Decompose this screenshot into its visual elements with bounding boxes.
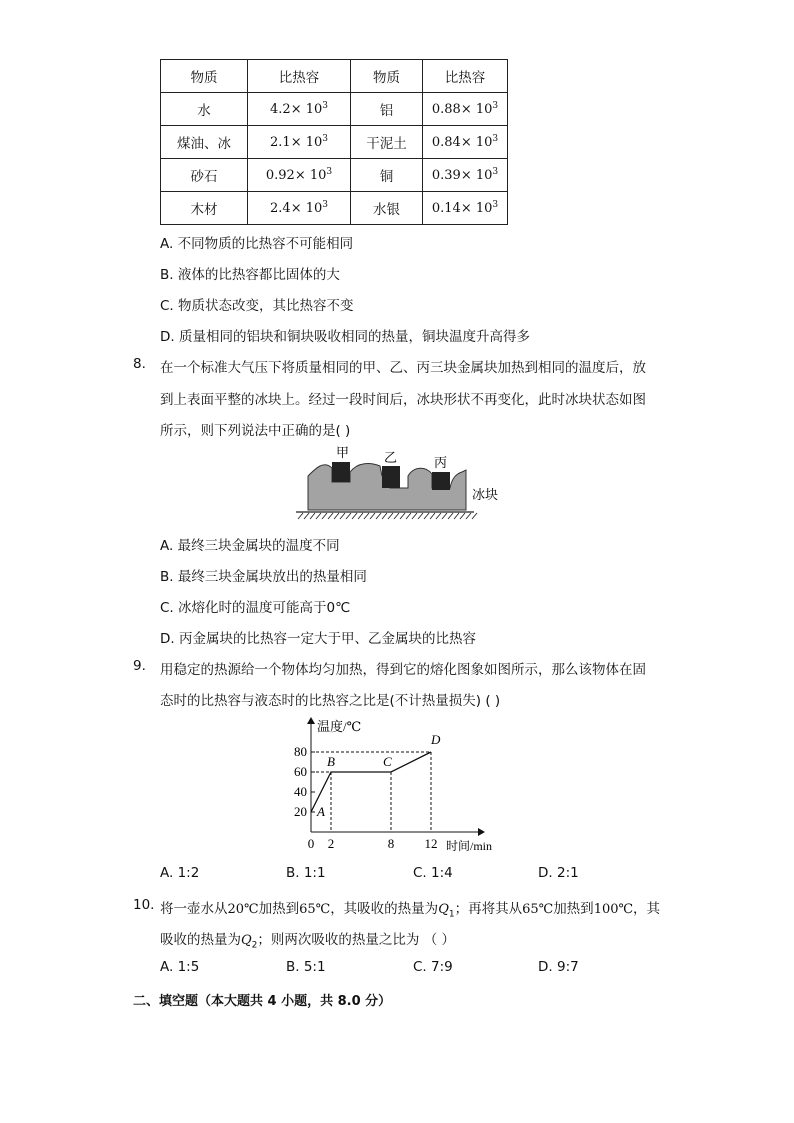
times-ten: × 10	[290, 135, 323, 150]
times-ten: × 10	[460, 102, 493, 117]
exponent: 3	[326, 167, 333, 177]
q9-option-c: C. 1:4	[413, 865, 453, 881]
q10-symbol-q: Q	[438, 902, 449, 917]
hatch-mark	[304, 513, 309, 519]
exponent: 3	[492, 101, 499, 111]
exponent: 3	[322, 134, 328, 144]
hatch-mark	[394, 513, 399, 519]
hatch-mark	[328, 513, 333, 519]
y-tick-label: 20	[294, 804, 307, 819]
hatch-mark	[340, 513, 345, 519]
x-tick-label: 12	[424, 836, 438, 851]
x-axis-label: 时间/min	[446, 839, 493, 853]
specific-heat-value	[248, 192, 351, 225]
sci-number	[432, 102, 498, 117]
q10-temp-65: 65℃	[299, 902, 331, 917]
hatch-mark	[418, 513, 423, 519]
hatch-mark	[346, 513, 351, 519]
sci-number	[432, 135, 498, 150]
hatch-mark	[442, 513, 447, 519]
q8-option-d: D. 丙金属块的比热容一定大于甲、乙金属块的比热容	[160, 631, 476, 647]
q10-stem-line-2	[160, 928, 455, 951]
hatch-mark	[406, 513, 411, 519]
mantissa: 2.1	[270, 135, 291, 150]
point-label-d: D	[431, 732, 441, 747]
times-ten: × 10	[460, 135, 493, 150]
y-tick-label: 60	[294, 764, 307, 779]
times-ten: × 10	[290, 102, 323, 117]
q9-stem-line-2: 态时的比热容与液态时的比热容之比是(不计热量损失) ( )	[160, 693, 501, 709]
mantissa: 0.84	[431, 135, 461, 150]
table-row	[161, 159, 508, 192]
exponent: 3	[492, 200, 499, 210]
q10-text: ，其	[633, 901, 661, 917]
ice-label: 冰块	[472, 487, 499, 502]
q8-stem-line-1: 在一个标准大气压下将质量相同的甲、乙、丙三块金属块加热到相同的温度后，放	[160, 360, 646, 376]
sci-number	[270, 135, 328, 150]
sci-number	[270, 102, 328, 117]
q7-option-a: A. 不同物质的比热容不可能相同	[160, 236, 354, 252]
q8-option-a: A. 最终三块金属块的温度不同	[160, 538, 340, 554]
times-ten: × 10	[294, 168, 327, 183]
hatch-mark	[388, 513, 393, 519]
times-ten: × 10	[460, 201, 493, 216]
hatch-mark	[400, 513, 405, 519]
table-header-cell: 比热容	[423, 60, 508, 93]
hatch-mark	[472, 513, 477, 519]
q10-text: 加热到	[258, 901, 300, 917]
mantissa: 0.14	[431, 201, 461, 216]
y-tick-label: 40	[294, 784, 307, 799]
q10-text: 将一壶水从	[160, 901, 228, 917]
exponent: 3	[322, 200, 328, 210]
sci-number	[432, 168, 498, 183]
specific-heat-value	[423, 93, 508, 126]
hatch-mark	[430, 513, 435, 519]
q7-option-c: C. 物质状态改变，其比热容不变	[160, 298, 354, 314]
section-2-heading: 二、填空题（本大题共 4 小题，共 8.0 分）	[133, 994, 392, 1009]
q10-stem-line-1	[160, 897, 660, 920]
hatch-mark	[460, 513, 465, 519]
q10-option-b: B. 5:1	[286, 959, 326, 975]
specific-heat-table	[160, 59, 508, 225]
table-row	[161, 192, 508, 225]
table-header-cell: 物质	[161, 60, 248, 93]
hatch-mark	[298, 513, 303, 519]
hatch-mark	[334, 513, 339, 519]
exponent: 3	[492, 134, 499, 144]
specific-heat-value	[248, 159, 351, 192]
q9-stem-line-1: 用稳定的热源给一个物体均匀加热，得到它的熔化图象如图所示，那么该物体在固	[160, 662, 646, 678]
hatch-mark	[424, 513, 429, 519]
times-ten: × 10	[290, 201, 323, 216]
x-tick-label: 0	[307, 836, 315, 851]
q9-option-b: B. 1:1	[286, 865, 326, 881]
table-header-row	[161, 60, 508, 93]
hatch-mark	[382, 513, 387, 519]
point-label-a: A	[317, 804, 325, 819]
melting-chart	[286, 712, 506, 857]
hatch-mark	[376, 513, 381, 519]
mantissa: 0.92	[265, 168, 295, 183]
q10-text: 吸收的热量为	[160, 932, 241, 948]
substance-name: 水	[161, 93, 248, 126]
point-label-b: B	[327, 754, 335, 769]
substance-name: 砂石	[161, 159, 248, 192]
hatch-mark	[352, 513, 357, 519]
y-axis-label: 温度/℃	[317, 719, 362, 734]
block-jia-label: 甲	[336, 445, 350, 460]
q7-option-b: B. 液体的比热容都比固体的大	[160, 267, 340, 283]
hatch-mark	[358, 513, 363, 519]
substance-name: 木材	[161, 192, 248, 225]
q9-option-a: A. 1:2	[160, 865, 200, 881]
hatch-mark	[364, 513, 369, 519]
q7-option-d: D. 质量相同的铝块和铜块吸收相同的热量，铜块温度升高得多	[160, 329, 530, 345]
hatch-mark	[454, 513, 459, 519]
q10-temp-100: 100℃	[593, 902, 634, 917]
q10-text: ；再将其从	[454, 901, 523, 917]
block-bing-label: 丙	[434, 455, 448, 470]
q8-stem-line-2: 到上表面平整的冰块上。经过一段时间后，冰块形状不再变化，此时冰块状态如图	[160, 392, 646, 408]
q10-option-c: C. 7:9	[413, 959, 453, 975]
q10-text: ；则两次吸收的热量之比为 （ ）	[257, 932, 455, 948]
block-yi	[382, 466, 400, 488]
ground-hatching	[298, 513, 477, 519]
q9-number: 9.	[133, 658, 146, 674]
ice-block-figure	[290, 442, 510, 524]
mantissa: 0.88	[431, 102, 461, 117]
sci-number	[432, 201, 498, 216]
point-label-c: C	[383, 754, 392, 769]
q9-option-d: D. 2:1	[538, 865, 579, 881]
specific-heat-value	[423, 126, 508, 159]
mantissa: 4.2	[270, 102, 291, 117]
hatch-mark	[436, 513, 441, 519]
q8-option-b: B. 最终三块金属块放出的热量相同	[160, 569, 367, 585]
exponent: 3	[492, 167, 499, 177]
substance-name: 铝	[351, 93, 423, 126]
specific-heat-value	[248, 126, 351, 159]
hatch-mark	[322, 513, 327, 519]
exponent: 3	[322, 101, 328, 111]
block-bing	[432, 472, 450, 490]
hatch-mark	[310, 513, 315, 519]
q10-text: 加热到	[553, 901, 594, 917]
q10-option-d: D. 9:7	[538, 959, 579, 975]
block-jia	[332, 462, 350, 482]
table-header-cell: 物质	[351, 60, 423, 93]
sci-number	[266, 168, 332, 183]
sci-number	[270, 201, 328, 216]
specific-heat-table-body	[161, 60, 508, 225]
table-row	[161, 93, 508, 126]
q8-stem-line-3: 所示，则下列说法中正确的是( )	[160, 423, 351, 439]
substance-name: 铜	[351, 159, 423, 192]
hatch-mark	[316, 513, 321, 519]
chart-plot-area	[294, 718, 492, 853]
hatch-mark	[466, 513, 471, 519]
hatch-mark	[448, 513, 453, 519]
x-tick-label: 8	[387, 836, 395, 851]
q10-temp-65b: 65℃	[522, 902, 554, 917]
q10-symbol-q: Q	[241, 933, 252, 948]
specific-heat-value	[423, 159, 508, 192]
hatch-mark	[412, 513, 417, 519]
q10-subscript: 2	[251, 940, 258, 951]
q10-subscript: 1	[448, 909, 455, 920]
block-yi-label: 乙	[384, 450, 398, 465]
q8-option-c: C. 冰熔化时的温度可能高于0℃	[160, 600, 351, 616]
x-tick-label: 2	[327, 836, 335, 851]
substance-name: 煤油、冰	[161, 126, 248, 159]
times-ten: × 10	[460, 168, 493, 183]
q10-number: 10.	[133, 897, 155, 913]
specific-heat-value	[423, 192, 508, 225]
substance-name: 水银	[351, 192, 423, 225]
q8-number: 8.	[133, 356, 146, 372]
q10-option-a: A. 1:5	[160, 959, 200, 975]
q10-text: ，其吸收的热量为	[330, 901, 439, 917]
table-header-cell: 比热容	[248, 60, 351, 93]
table-row	[161, 126, 508, 159]
q10-temp-20: 20℃	[227, 902, 259, 917]
mantissa: 0.39	[431, 168, 461, 183]
y-tick-label: 80	[294, 744, 307, 759]
hatch-mark	[370, 513, 375, 519]
specific-heat-value	[248, 93, 351, 126]
substance-name: 干泥土	[351, 126, 423, 159]
mantissa: 2.4	[270, 201, 291, 216]
